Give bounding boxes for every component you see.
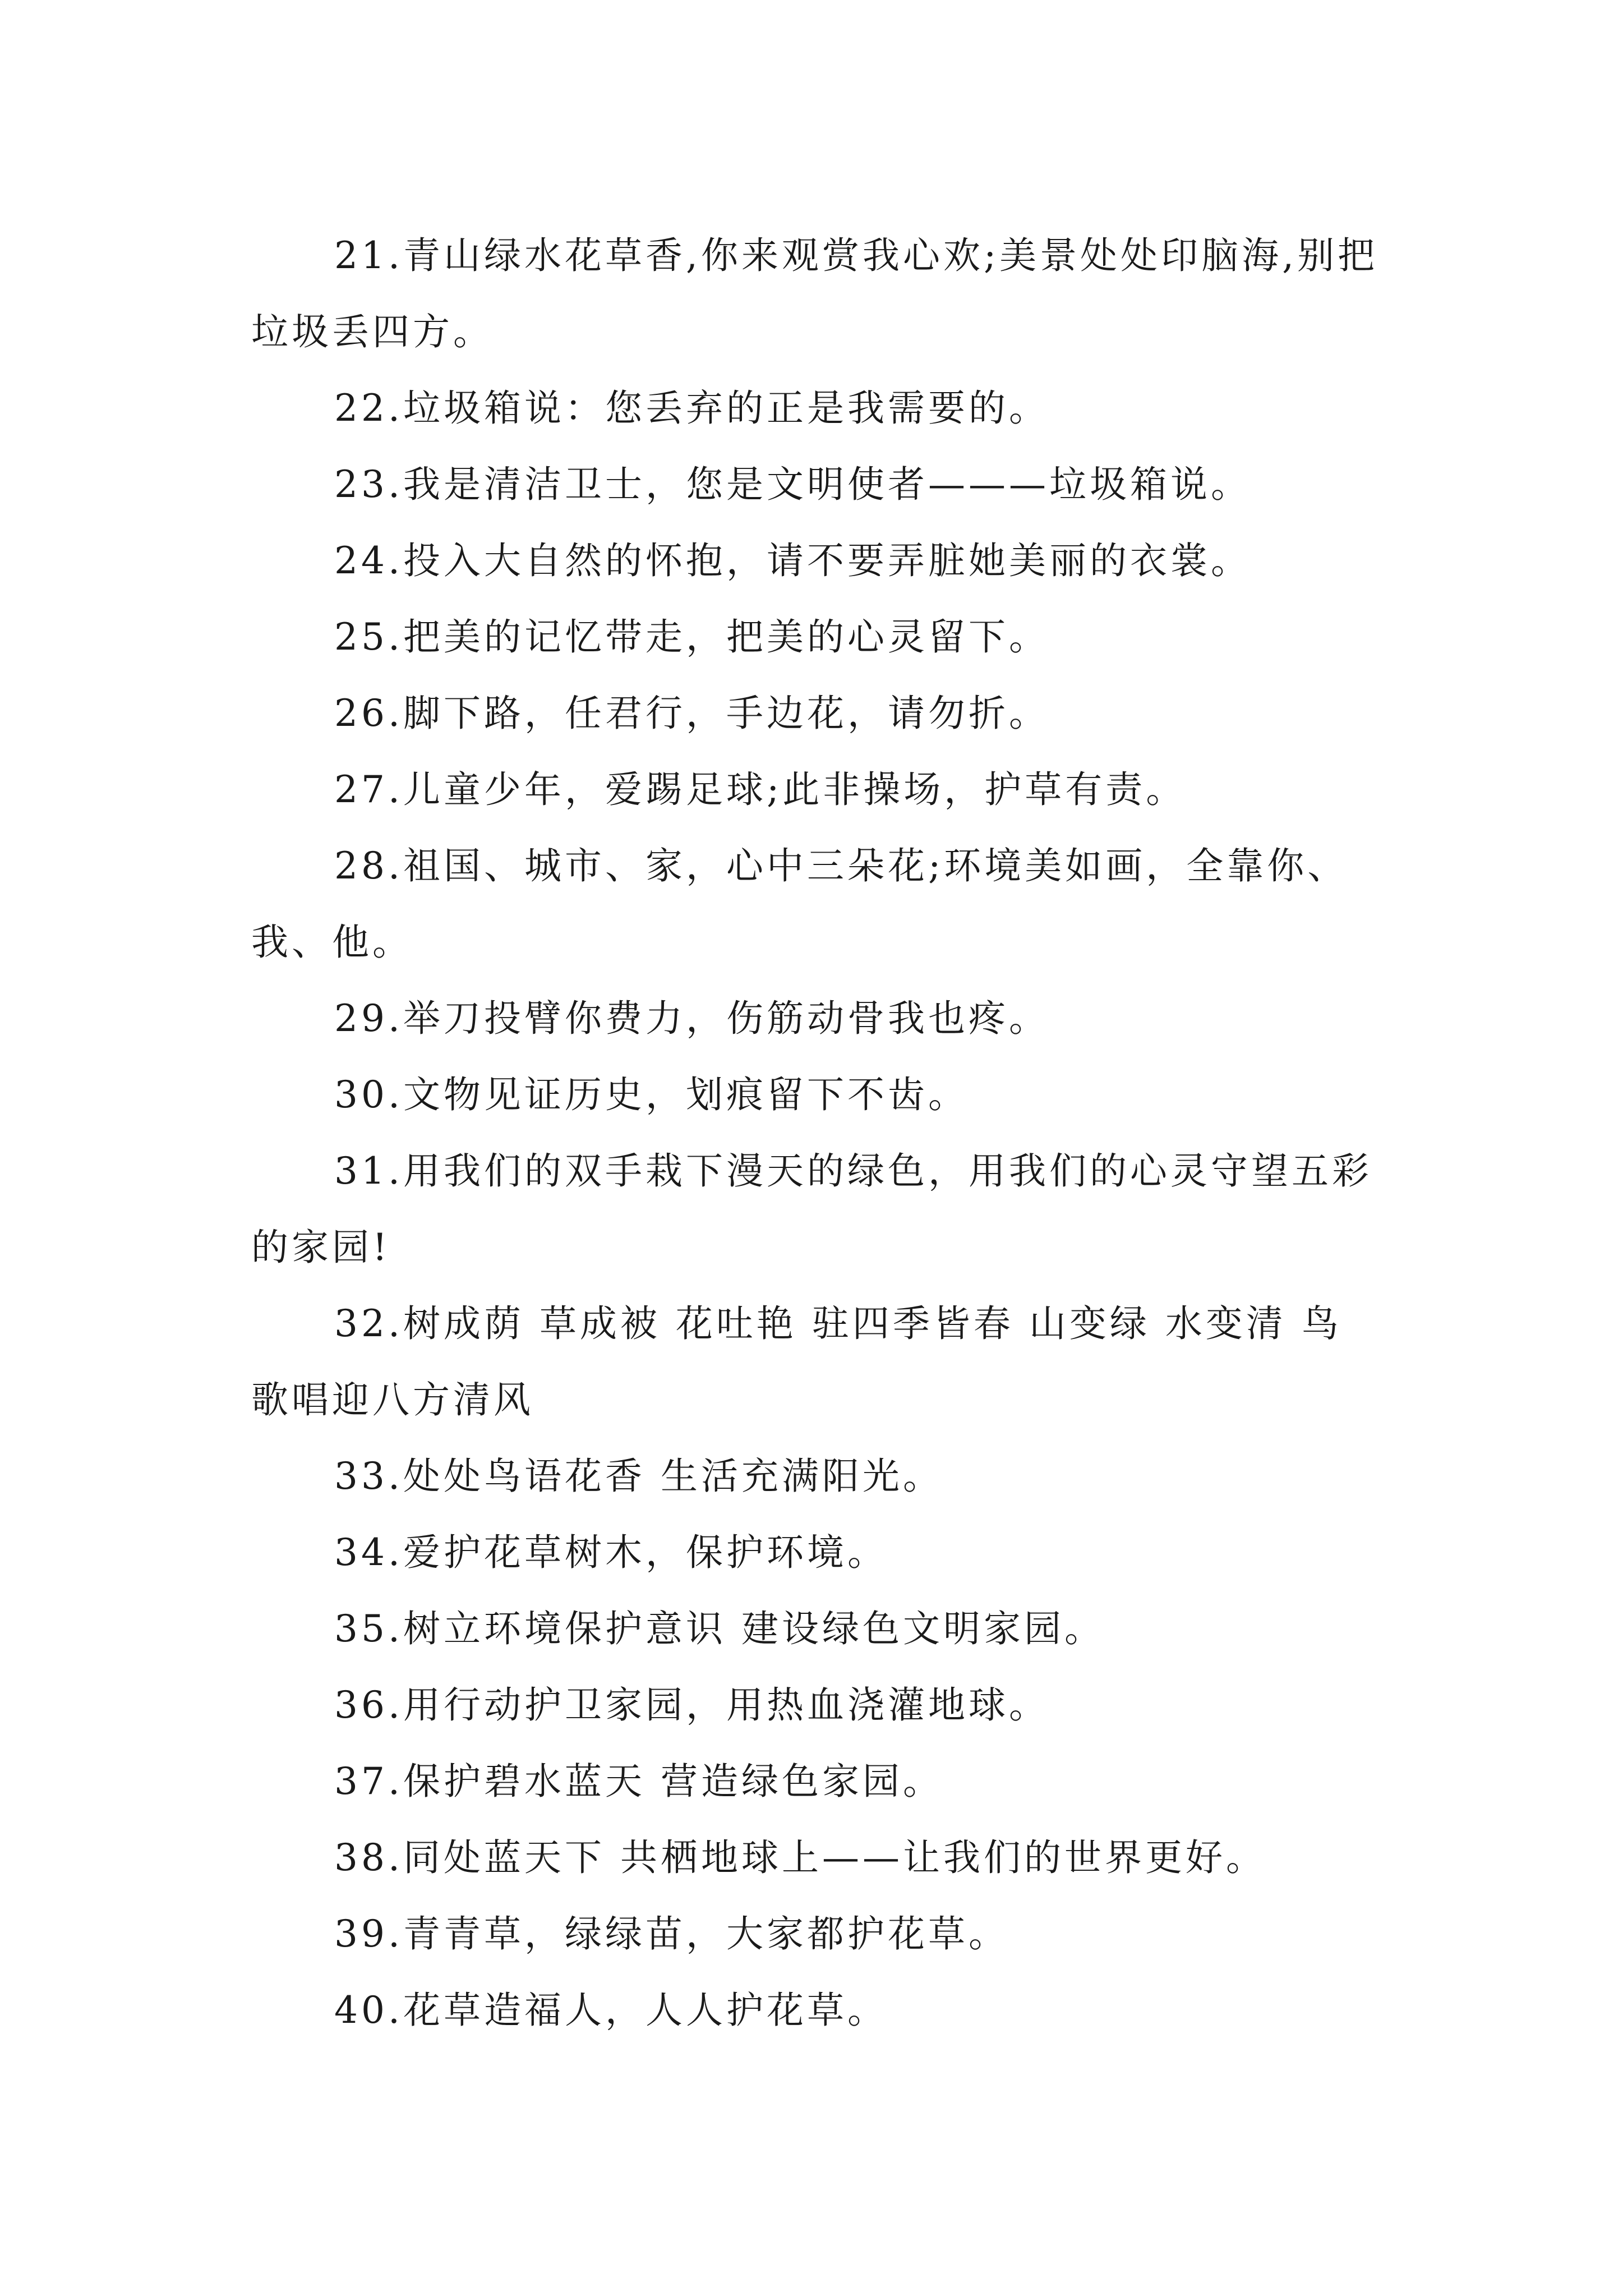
document-body — [251, 218, 1382, 2049]
slogan-paragraph: 26.脚下路，任君行，手边花，请勿折。 — [334, 692, 1049, 735]
slogan-paragraph: 39.青青草，绿绿苗，大家都护花草。 — [334, 1912, 1009, 1955]
slogan-paragraph: 31.用我们的双手栽下漫天的绿色，用我们的心灵守望五彩的家园! — [251, 1149, 1372, 1269]
slogan-paragraph: 35.树立环境保护意识 建设绿色文明家园。 — [334, 1607, 1105, 1650]
slogan-paragraph: 28.祖国、城市、家，心中三朵花;环境美如画，全靠你、我、他。 — [251, 844, 1348, 964]
slogan-paragraph: 40.花草造福人，人人护花草。 — [334, 1989, 888, 2032]
slogan-paragraph: 32.树成荫 草成被 花吐艳 驻四季皆春 山变绿 水变清 鸟歌唱迎八方清风 — [251, 1302, 1342, 1421]
slogan-paragraph: 21.青山绿水花草香,你来观赏我心欢;美景处处印脑海,别把垃圾丢四方。 — [251, 234, 1378, 353]
slogan-paragraph: 23.我是清洁卫士，您是文明使者———垃圾箱说。 — [334, 463, 1251, 506]
slogan-paragraph: 29.举刀投臂你费力，伤筋动骨我也疼。 — [334, 997, 1049, 1040]
slogan-paragraph: 37.保护碧水蓝天 营造绿色家园。 — [334, 1760, 943, 1803]
slogan-paragraph: 34.爱护花草树木，保护环境。 — [334, 1531, 888, 1574]
slogan-paragraph: 33.处处鸟语花香 生活充满阳光。 — [334, 1455, 943, 1498]
slogan-paragraph: 30.文物见证历史，划痕留下不齿。 — [334, 1073, 969, 1116]
slogan-paragraph: 22.垃圾箱说：您丢弃的正是我需要的。 — [334, 386, 1049, 430]
slogan-paragraph: 27.儿童少年，爱踢足球;此非操场，护草有责。 — [334, 768, 1187, 811]
slogan-paragraph: 25.把美的记忆带走，把美的心灵留下。 — [334, 615, 1049, 659]
slogan-paragraph: 36.用行动护卫家园，用热血浇灌地球。 — [334, 1683, 1049, 1727]
slogan-paragraph: 38.同处蓝天下 共栖地球上——让我们的世界更好。 — [334, 1836, 1266, 1879]
slogan-paragraph: 24.投入大自然的怀抱，请不要弄脏她美丽的衣裳。 — [334, 539, 1251, 582]
